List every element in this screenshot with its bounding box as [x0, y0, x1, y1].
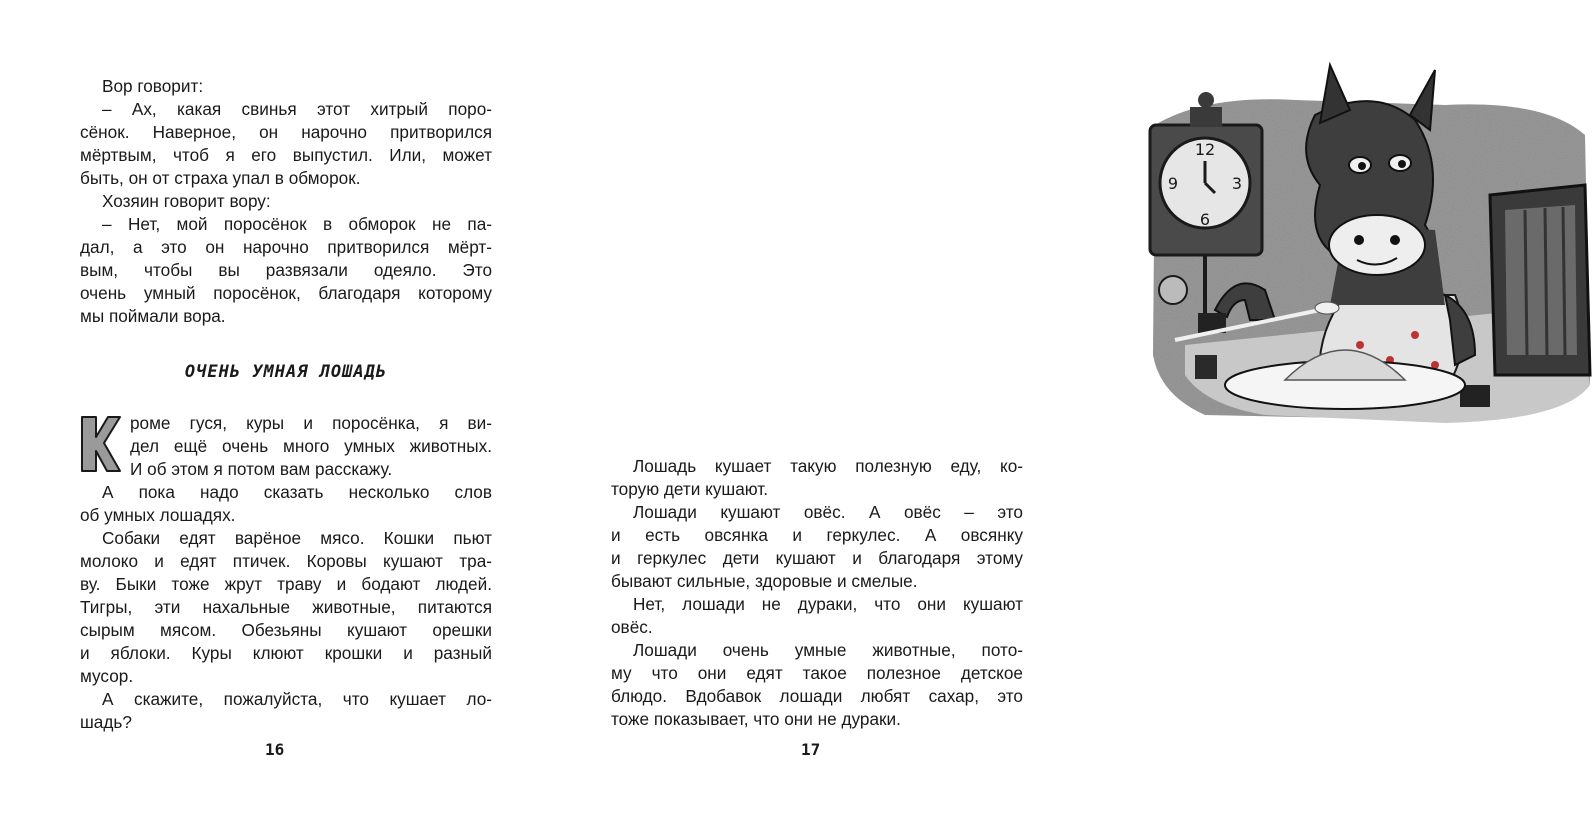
text-line: сёнок. Наверное, он нарочно притворился [80, 122, 492, 142]
clock-number-9: 9 [1167, 174, 1179, 193]
text-line: и геркулес дети кушают и благодаря этому [611, 548, 1023, 568]
text-line: ву. Быки тоже жрут траву и бодают людей. [80, 574, 492, 594]
text-line: мёртвым, чтоб я его выпустил. Или, может [80, 145, 492, 165]
text-line: А скажите, пожалуйста, что кушает ло- [102, 689, 492, 709]
text-line: – Нет, мой поросёнок в обморок не па- [102, 214, 492, 234]
text-line: тоже показывает, что они не дураки. [611, 709, 901, 729]
text-line: быть, он от страха упал в обморок. [80, 168, 361, 188]
text-line: блюдо. Вдобавок лошади любят сахар, это [611, 686, 1023, 706]
chapter-title: ОЧЕНЬ УМНАЯ ЛОШАДЬ [184, 362, 388, 382]
page-number-left: 16 [265, 740, 285, 759]
text-line: шадь? [80, 712, 132, 732]
left-page [0, 0, 550, 825]
text-line: А пока надо сказать несколько слов [102, 482, 492, 502]
clock-number-12: 12 [1194, 140, 1216, 159]
text-line: Лошади очень умные животные, пото- [633, 640, 1023, 660]
text-line: дал, а это он нарочно притворился мёрт- [80, 237, 492, 257]
dropcap [78, 414, 122, 474]
text-line: молоко и едят птичек. Коровы кушают тра- [80, 551, 492, 571]
right-page [550, 0, 1243, 825]
text-line: торую дети кушают. [611, 479, 769, 499]
text-line: И об этом я потом вам расскажу. [130, 459, 393, 479]
text-line: роме гуся, куры и поросёнка, я ви- [130, 413, 492, 433]
text-line: и яблоки. Куры клюют крошки и разный [80, 643, 492, 663]
left-top-text [80, 75, 492, 328]
text-line: Лошадь кушает такую полезную еду, ко- [633, 456, 1023, 476]
text-line: Лошади кушают овёс. А овёс – это [633, 502, 1023, 522]
text-line: вым, чтобы вы развязали одеяло. Это [80, 260, 492, 280]
text-line: – Ах, какая свинья этот хитрый поро- [102, 99, 492, 119]
text-line: бывают сильные, здоровые и смелые. [611, 571, 918, 591]
text-line: Хозяин говорит вору: [102, 191, 271, 211]
clock-number-6: 6 [1199, 210, 1211, 229]
text-line: Нет, лошади не дураки, что они кушают [633, 594, 1023, 614]
text-line: дел ещё очень много умных животных. [130, 436, 492, 456]
text-line: Собаки едят варёное мясо. Кошки пьют [102, 528, 492, 548]
text-line: му что они едят такое полезное детское [611, 663, 1023, 683]
page-number-right: 17 [801, 740, 821, 759]
horse-at-table-illustration [1145, 55, 1595, 445]
text-line: и есть овсянка и геркулес. А овсянку [611, 525, 1023, 545]
text-line: Вор говорит: [102, 76, 204, 96]
text-line: мы поймали вора. [80, 306, 226, 326]
text-line: Тигры, эти нахальные животные, питаются [80, 597, 492, 617]
text-line: сырым мясом. Обезьяны кушают орешки [80, 620, 492, 640]
text-line: овёс. [611, 617, 653, 637]
text-line: об умных лошадях. [80, 505, 236, 525]
dropcap-glyph [78, 414, 122, 474]
clock-number-3: 3 [1231, 174, 1243, 193]
text-line: очень умный поросёнок, благодаря которому [80, 283, 492, 303]
right-text [611, 455, 1023, 731]
left-bottom-text [80, 412, 492, 734]
text-line: мусор. [80, 666, 134, 686]
